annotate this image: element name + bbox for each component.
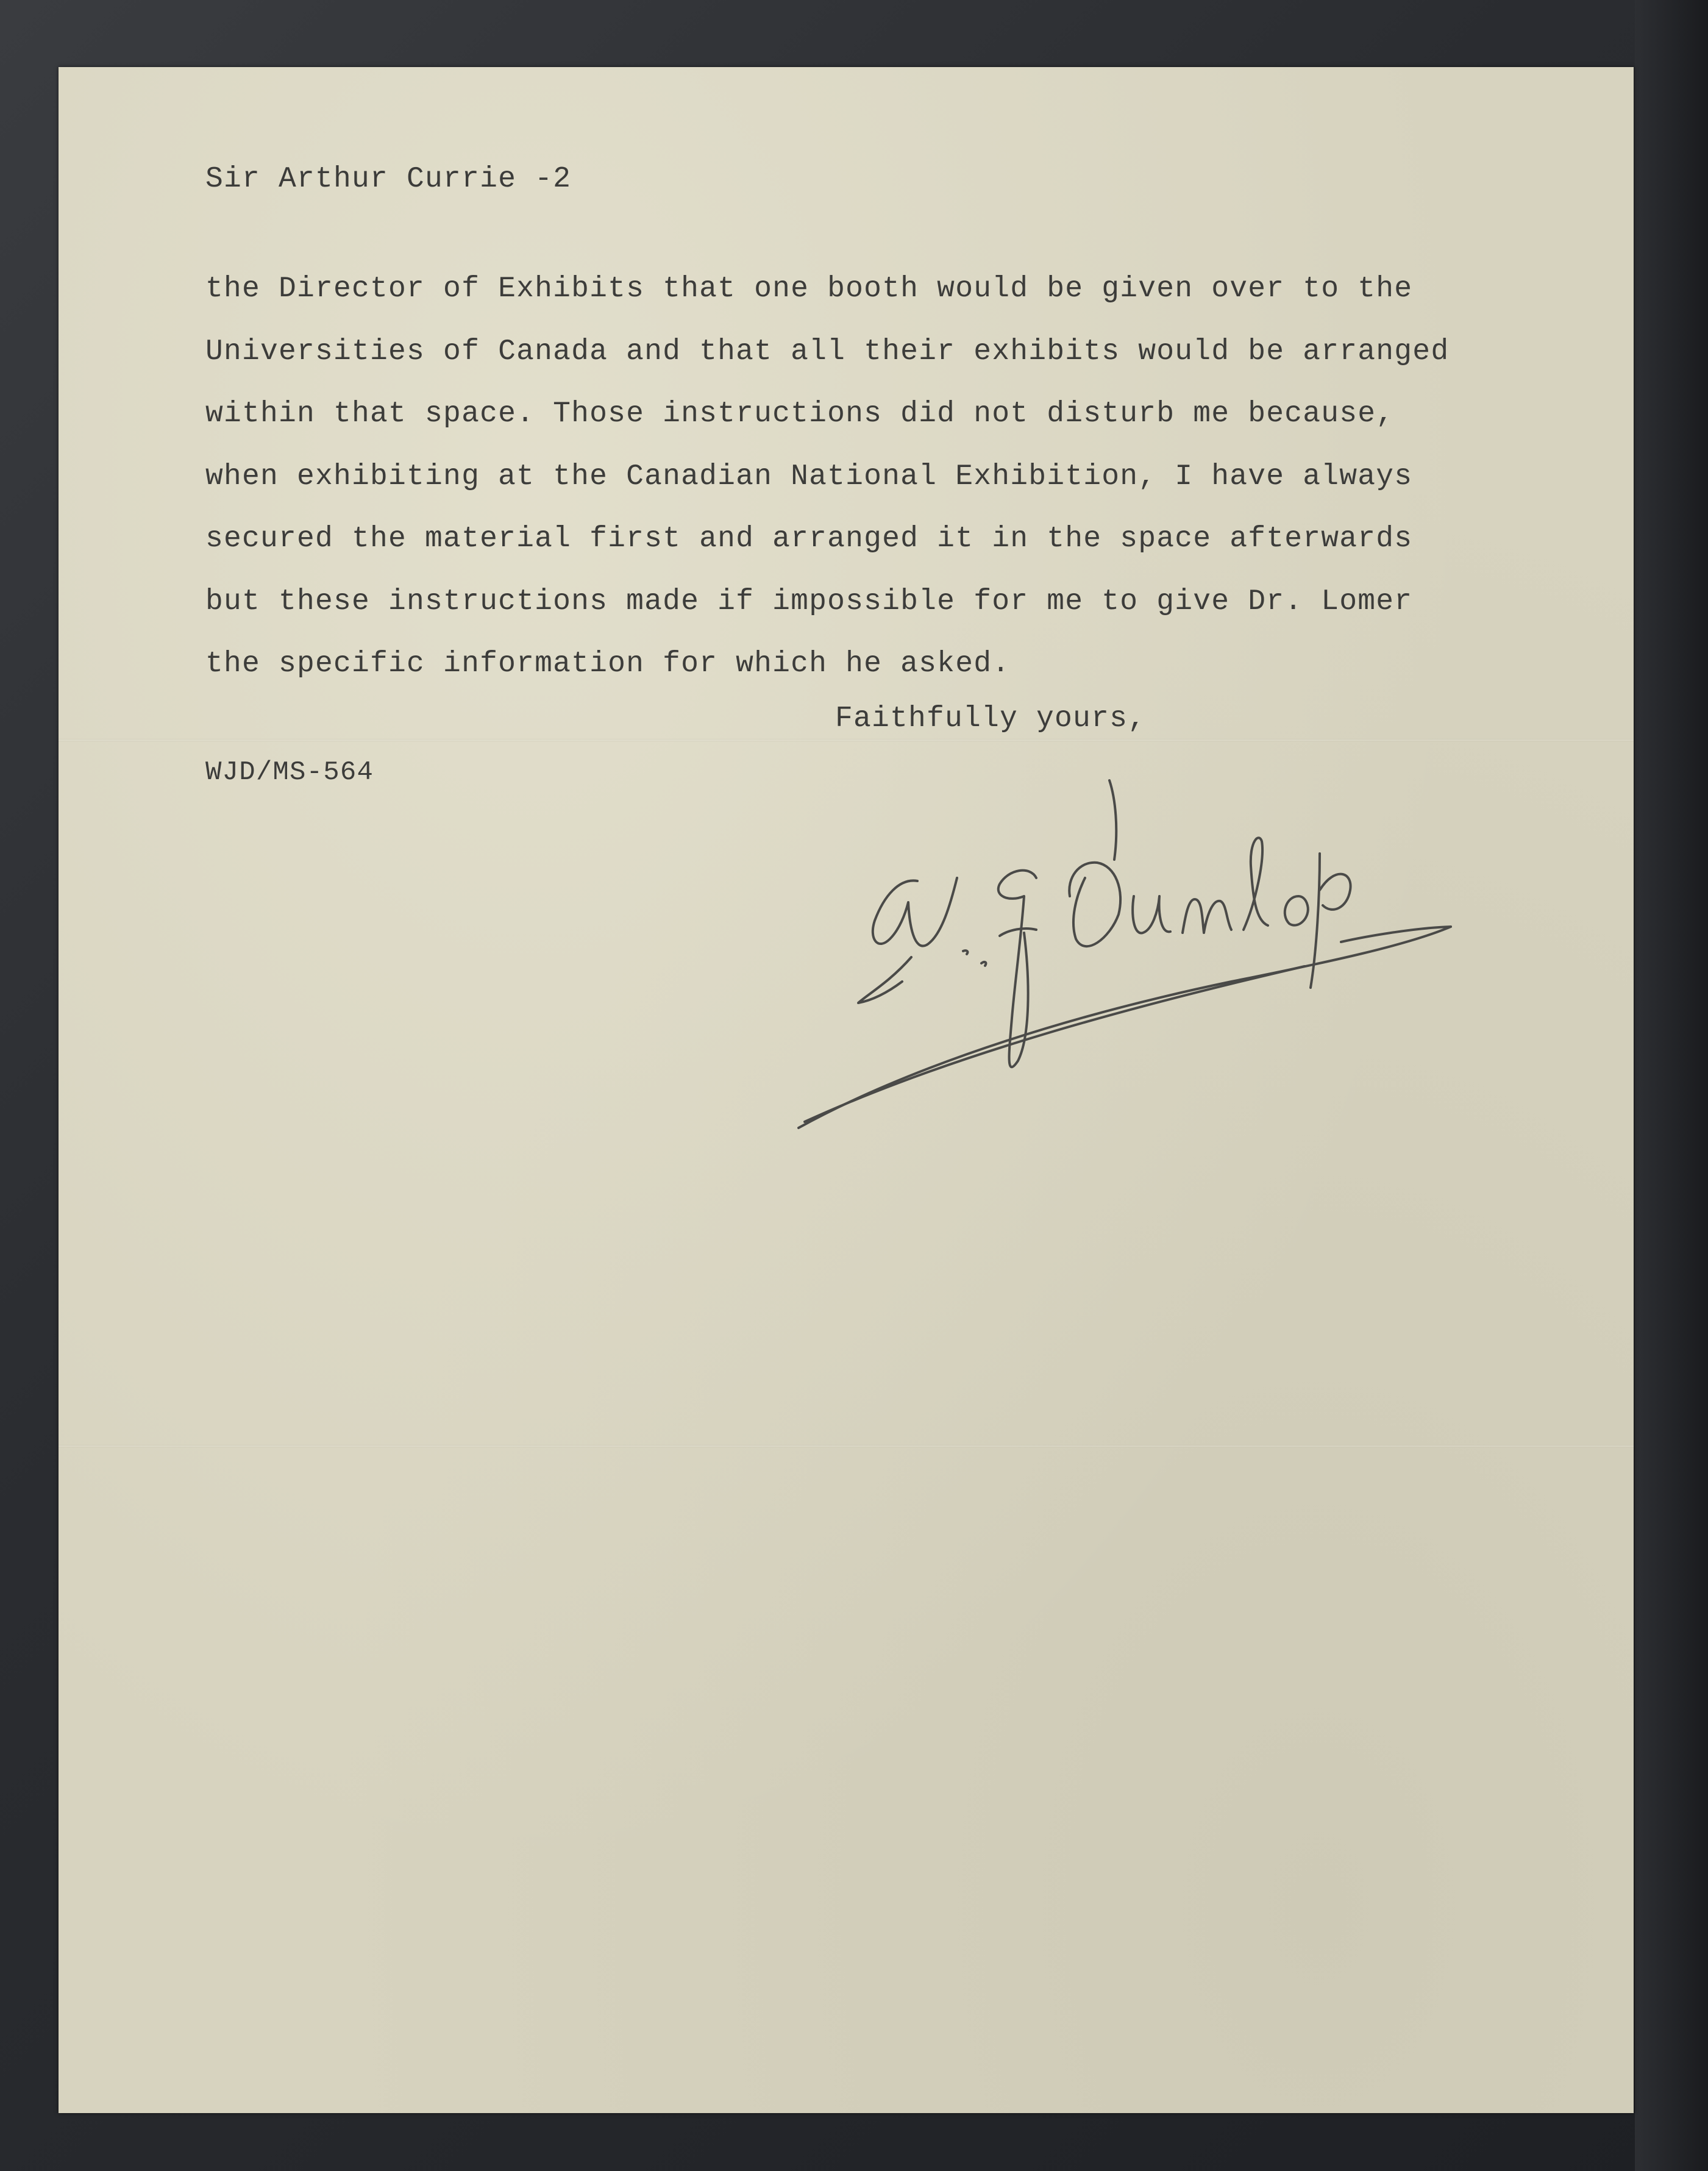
body-line: when exhibiting at the Canadian National Exhibition, I have always — [205, 460, 1413, 493]
scan-background-edge — [1635, 0, 1708, 2171]
body-line: within that space. Those instructions did not disturb me because, — [205, 397, 1395, 430]
paper-fold-line — [59, 1445, 1634, 1447]
body-line: secured the material first and arranged it in the space afterwards — [205, 522, 1413, 555]
body-line: Universities of Canada and that all their exhibits would be arranged — [205, 335, 1450, 368]
handwritten-signature — [768, 695, 1463, 1134]
body-line: the Director of Exhibits that one booth would be given over to the — [205, 273, 1413, 305]
body-line: the specific information for which he asked. — [205, 647, 1011, 680]
letter-body — [205, 258, 1449, 696]
body-line: but these instructions made if impossible for me to give Dr. Lomer — [205, 585, 1413, 618]
reference-code: WJD/MS-564 — [205, 757, 374, 788]
closing-salutation: Faithfully yours, — [835, 702, 1147, 735]
page-header: Sir Arthur Currie -2 — [205, 163, 572, 196]
